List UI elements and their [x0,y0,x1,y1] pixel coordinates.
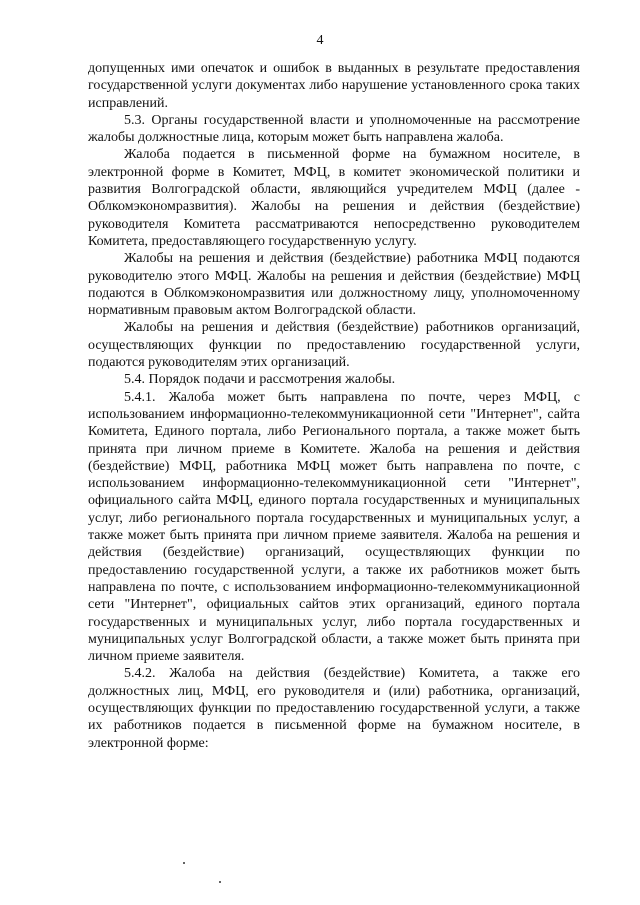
paragraph-5-4-2: 5.4.2. Жалоба на действия (бездействие) Комитета, а также его должностных лиц, МФЦ, его руководителя и (или) работника, организаций, осуществляющих функции по предоставлению государственной услуги, а также их работников подается в письменной форме на бумажном носителе, в электронной форме: [88,666,580,751]
paragraph-organization-complaints: Жалобы на решения и действия (бездействие) работников организаций, осуществляющих функции по предоставлению государственной услуги, подаются руководителям этих организаций. [88,320,580,371]
page-number: 4 [316,33,324,48]
paragraph-mfc-complaints: Жалобы на решения и действия (бездействие) работника МФЦ подаются руководителю этого МФЦ. Жалобы на решения и действия (бездействие) МФЦ подаются в Облкомэкономразвития или должностному лицу, уполномоченному нормативным правовым актом Волгоградской области. [88,251,580,319]
paragraph-5-4: 5.4. Порядок подачи и рассмотрения жалобы. [124,372,396,388]
scan-speck [219,881,221,883]
paragraph-continuation: допущенных ими опечаток и ошибок в выданных в результате предоставления государственной услуги документах либо нарушение установленного срока таких исправлений. [88,61,580,111]
paragraph-complaint-form: Жалоба подается в письменной форме на бумажном носителе, в электронной форме в Комитет, МФЦ, в комитет экономической политики и развития Волгоградской области, являющийся учредителем МФЦ (далее - Облкомэкономразвития). Жалобы на решения и действия (бездействие) руководителя Комитета рассматриваются непосредственно руководителем Комитета, предоставляющего государственную услугу. [88,147,580,249]
document-body [88,60,580,752]
paragraph-5-3: 5.3. Органы государственной власти и уполномоченные на рассмотрение жалобы должностные лица, которым может быть направлена жалоба. [88,112,580,146]
paragraph-5-4-1: 5.4.1. Жалоба может быть направлена по почте, через МФЦ, с использованием информационно-телекоммуникационной сети "Интернет", сайта Комитета, Единого портала, либо Регионального портала, а также может быть принята при личном приеме в Комитете. Жалоба на решения и действия (бездействие) МФЦ, работника МФЦ может быть направлена по почте, с использованием информационно-телекоммуникационной сети "Интернет", официального сайта МФЦ, единого портала государственных и муниципальных услуг, либо регионального портала государственных и муниципальных услуг, а также может быть принята при личном приеме заявителя. Жалоба на решения и действия (бездействие) организаций, осуществляющих функции по предоставлению государственной услуги, а также их работников может быть направлена по почте, с использованием информационно-телекоммуникационной сети "Интернет", официальных сайтов этих организаций, единого портала государственных и муниципальных услуг, либо портала государственных и муниципальных услуг Волгоградской области, а также может быть принята при личном приеме заявителя. [88,389,580,665]
scan-speck [183,862,185,864]
